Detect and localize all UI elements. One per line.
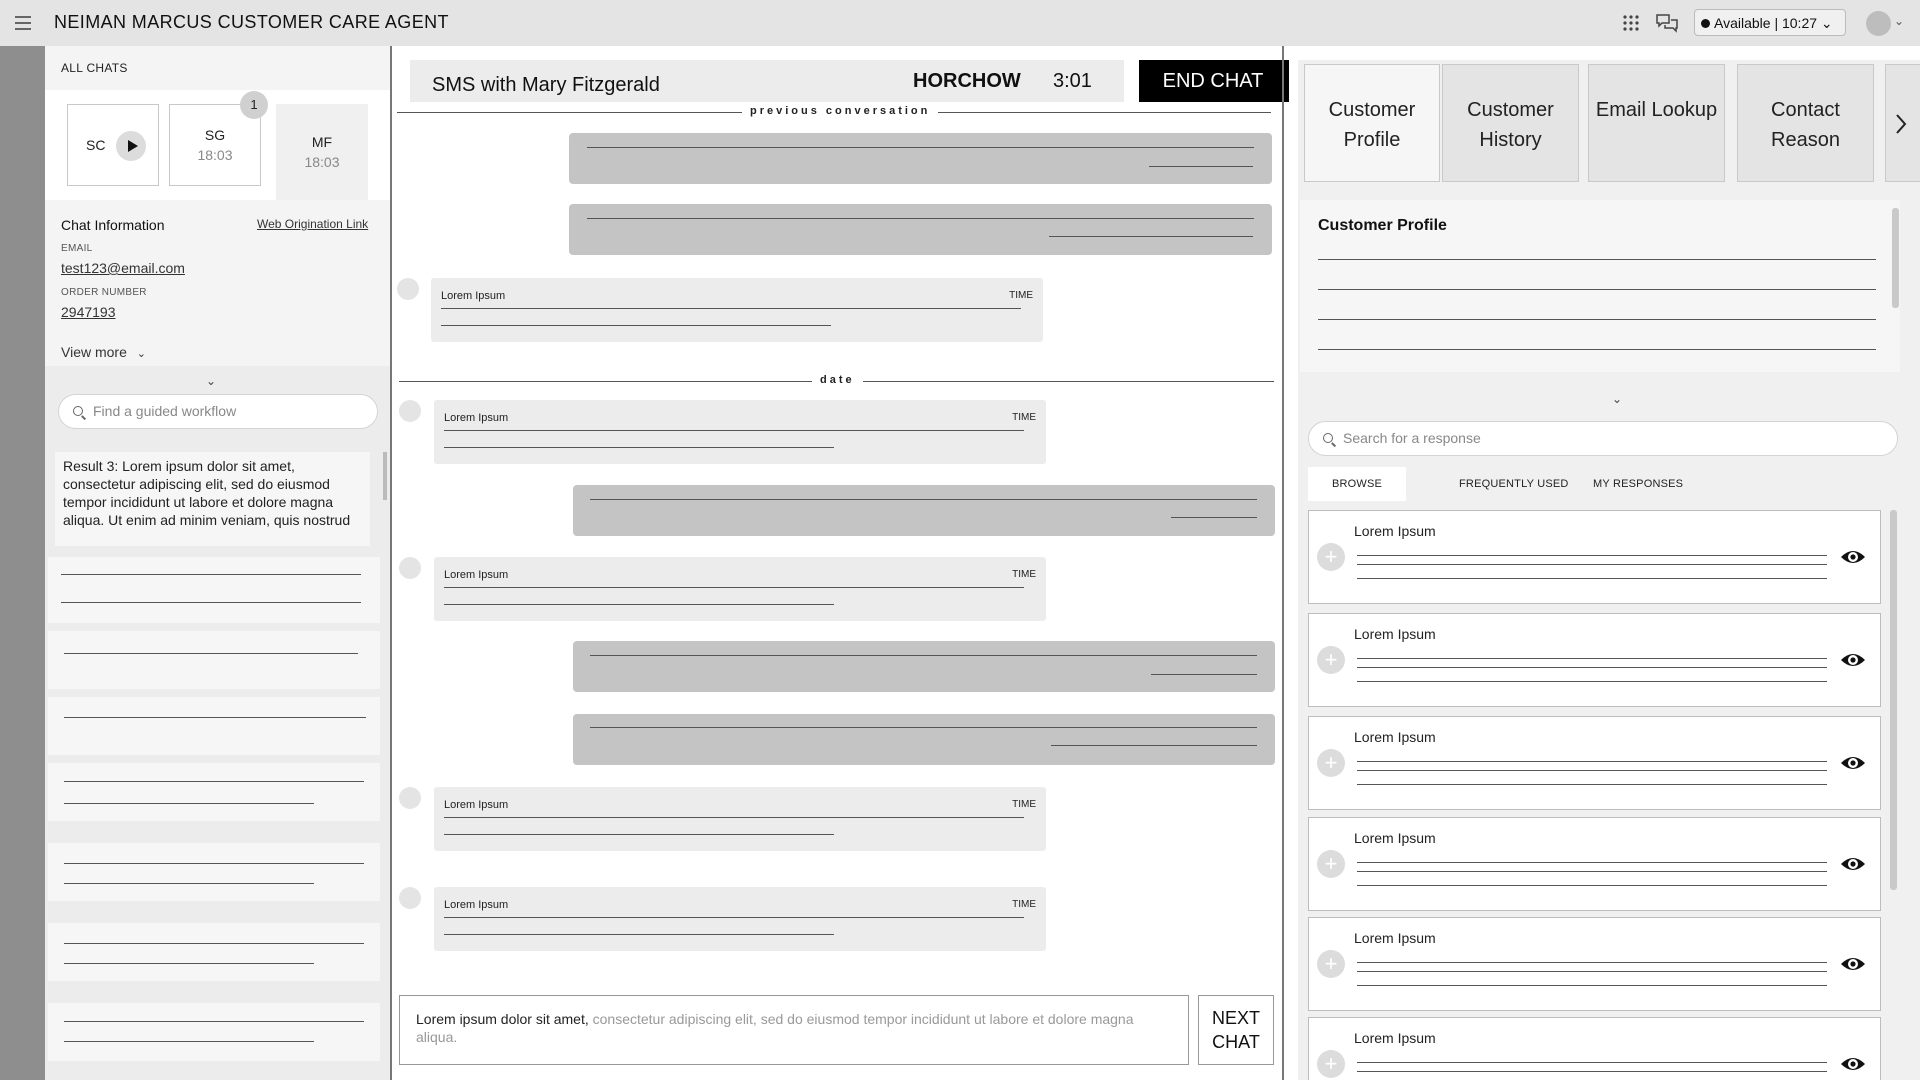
hamburger-menu-icon[interactable] [12,12,34,34]
response-title: Lorem Ipsum [1354,830,1436,846]
response-search-placeholder: Search for a response [1343,430,1481,446]
email-label: EMAIL [61,243,93,254]
chat-initials: MF [311,134,333,150]
response-title: Lorem Ipsum [1354,729,1436,745]
all-chats-header[interactable]: ALL CHATS [45,46,391,90]
workflow-result[interactable]: Result 3: Lorem ipsum dolor sit amet, consectetur adipiscing elit, sed do eiusmod tempor incididunt ut labore et dolore magna aliqua. Ut enim ad minim veniam, quis nostrud [55,452,370,546]
add-response-icon[interactable]: + [1317,543,1345,571]
unread-badge: 1 [240,91,268,119]
eye-icon[interactable] [1840,954,1866,974]
sender-avatar [397,278,419,300]
next-chat-button[interactable]: NEXT CHAT [1198,995,1274,1065]
sender-name: Lorem Ipsum [444,412,509,424]
chat-time: 18:03 [197,147,233,163]
sender-avatar [399,557,421,579]
sender-name: Lorem Ipsum [441,290,506,302]
status-dot-icon [1701,19,1710,28]
chat-timer: 3:01 [1053,70,1092,92]
left-strip [0,46,45,1080]
message-time: TIME [1012,412,1036,423]
workflow-scrollbar[interactable] [383,452,387,500]
message-composer-input[interactable] [399,995,1189,1065]
sender-name: Lorem Ipsum [444,899,509,911]
email-value[interactable]: test123@email.com [61,260,185,276]
response-item[interactable] [1308,716,1881,810]
previous-conversation-separator: previous conversation [742,105,938,117]
workflow-item[interactable] [48,1003,380,1061]
tab-customer-profile[interactable]: Customer Profile [1304,64,1440,182]
web-origination-link[interactable]: Web Origination Link [257,217,369,231]
add-response-icon[interactable]: + [1317,749,1345,777]
response-item[interactable] [1308,1017,1881,1080]
chat-card-mf[interactable] [276,104,368,200]
chat-time: 18:03 [304,154,340,170]
sender-avatar [399,887,421,909]
incoming-message [434,887,1046,951]
incoming-message [434,400,1046,464]
message-time: TIME [1012,899,1036,910]
avatar[interactable] [1866,11,1891,36]
incoming-message [434,557,1046,621]
tab-frequently-used[interactable]: FREQUENTLY USED [1459,478,1569,490]
chat-initials: SG [204,127,226,143]
add-response-icon[interactable]: + [1317,850,1345,878]
response-title: Lorem Ipsum [1354,930,1436,946]
response-item[interactable] [1308,510,1881,604]
search-icon [73,406,83,416]
workflow-item[interactable] [48,631,380,689]
response-item[interactable] [1308,817,1881,911]
chat-initials: SC [86,137,106,153]
eye-icon[interactable] [1840,650,1866,670]
eye-icon[interactable] [1840,1054,1866,1074]
app-title: NEIMAN MARCUS CUSTOMER CARE AGENT [54,12,449,32]
chat-card-sg[interactable] [169,97,261,186]
workflow-item[interactable] [48,557,380,623]
play-icon[interactable] [116,131,146,161]
incoming-message [434,787,1046,851]
response-title: Lorem Ipsum [1354,1030,1436,1046]
message-time: TIME [1012,799,1036,810]
response-item[interactable] [1308,917,1881,1011]
message-time: TIME [1009,290,1033,301]
view-more-label: View more [61,344,127,360]
tab-contact-reason[interactable]: Contact Reason [1737,64,1874,182]
view-more-toggle[interactable] [61,344,146,360]
availability-status-dropdown[interactable] [1694,9,1846,36]
chat-bubbles-icon[interactable] [1654,10,1680,36]
eye-icon[interactable] [1840,547,1866,567]
chat-card-sc[interactable] [67,104,159,186]
sender-name: Lorem Ipsum [444,569,509,581]
chevron-right-icon [1892,109,1912,139]
eye-icon[interactable] [1840,753,1866,773]
order-number-value[interactable]: 2947193 [61,304,116,320]
date-separator: date [812,374,863,386]
workflow-search-placeholder: Find a guided workflow [93,403,237,419]
outgoing-message [569,133,1272,184]
chat-cards-row [45,90,391,200]
outgoing-message [573,714,1275,765]
chat-information-title: Chat Information [61,217,165,233]
brand-name: HORCHOW [913,70,1021,92]
end-chat-button[interactable]: END CHAT [1139,60,1289,102]
outgoing-message [569,204,1272,255]
conversation-title: SMS with Mary Fitzgerald [432,74,660,96]
response-title: Lorem Ipsum [1354,523,1436,539]
composer-placeholder: consectetur adipiscing elit, sed do eiusmod tempor incididunt ut labore et dolore magna aliqua. [416,1011,1134,1045]
add-response-icon[interactable]: + [1317,646,1345,674]
sender-avatar [399,787,421,809]
tab-browse[interactable]: BROWSE [1308,467,1406,501]
outgoing-message [573,641,1275,692]
workflow-search-input[interactable] [58,394,378,429]
add-response-icon[interactable]: + [1317,950,1345,978]
search-icon [1323,433,1333,443]
eye-icon[interactable] [1840,854,1866,874]
profile-scrollbar[interactable] [1892,208,1899,308]
status-text: Available | 10:27 [1714,15,1818,31]
response-item[interactable] [1308,613,1881,707]
sender-name: Lorem Ipsum [444,799,509,811]
collapse-chevron-icon[interactable]: ⌄ [206,374,217,388]
chevron-down-icon: ⌄ [136,348,146,360]
workflow-item[interactable] [48,923,380,981]
sender-avatar [399,400,421,422]
tab-customer-history[interactable]: Customer History [1442,64,1579,182]
left-divider [390,46,392,1080]
composer-text: Lorem ipsum dolor sit amet, [416,1011,589,1027]
responses-scrollbar[interactable] [1890,510,1897,890]
response-search-input[interactable] [1308,421,1898,456]
tab-email-lookup[interactable]: Email Lookup [1588,64,1725,182]
workflow-item[interactable] [48,843,380,901]
apps-grid-icon[interactable] [1620,12,1642,34]
avatar-chevron-down-icon[interactable]: ⌄ [1894,14,1905,28]
incoming-message [431,278,1043,342]
order-number-label: ORDER NUMBER [61,287,147,298]
tabs-scroll-right-button[interactable] [1885,64,1920,182]
response-title: Lorem Ipsum [1354,626,1436,642]
right-divider [1282,46,1284,1080]
message-time: TIME [1012,569,1036,580]
tab-my-responses[interactable]: MY RESPONSES [1593,478,1684,490]
customer-profile-title: Customer Profile [1318,217,1447,234]
workflow-item[interactable] [48,697,380,755]
workflow-item[interactable] [48,763,380,821]
chevron-down-icon: ⌄ [1820,15,1833,31]
outgoing-message [573,485,1275,536]
add-response-icon[interactable]: + [1317,1050,1345,1078]
collapse-chevron-icon[interactable]: ⌄ [1612,392,1623,406]
